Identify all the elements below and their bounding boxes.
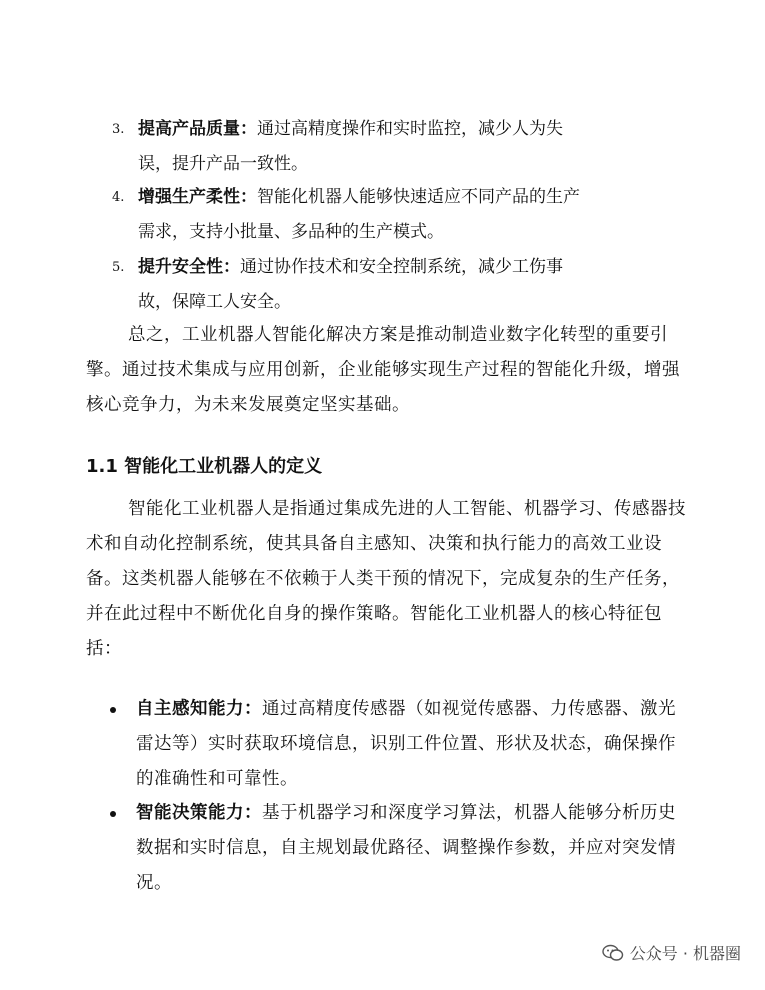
watermark-text: 公众号 · 机器圈 xyxy=(629,944,741,963)
bullet-dot xyxy=(110,707,116,713)
list-item-continuation: 误，提升产品一致性。 xyxy=(138,154,308,174)
list-item-5 xyxy=(112,250,672,320)
list-item-3 xyxy=(112,112,672,182)
watermark xyxy=(602,941,741,964)
bullet-text: 基于机器学习和深度学习算法，机器人能够分析历史数据和实时信息，自主规划最优路径、调整操作参数，并应对突发情况。 xyxy=(136,803,676,893)
list-item-bold: 提高产品质量： xyxy=(138,119,257,139)
bullet-bold: 智能决策能力： xyxy=(136,803,262,823)
list-item-text: 智能化机器人能够快速适应不同产品的生产 xyxy=(257,187,580,207)
bullet-text: 通过高精度传感器（如视觉传感器、力传感器、激光雷达等）实时获取环境信息，识别工件位置、形状及状态，确保操作的准确性和可靠性。 xyxy=(136,699,676,789)
bullet-dot xyxy=(110,811,116,817)
list-marker: 3. xyxy=(112,122,125,137)
list-item-4 xyxy=(112,180,672,250)
definition-paragraph: 智能化工业机器人是指通过集成先进的人工智能、机器学习、传感器技术和自动化控制系统，使其具备自主感知、决策和执行能力的高效工业设备。这类机器人能够在不依赖于人类干预的情况下，完成复杂的生产任务，并在此过程中不断优化自身的操作策略。智能化工业机器人的核心特征包括： xyxy=(86,499,686,659)
list-item-text: 通过高精度操作和实时监控，减少人为失 xyxy=(257,119,563,139)
list-marker: 5. xyxy=(112,260,125,275)
wechat-icon xyxy=(602,944,624,962)
list-item-bold: 提升安全性： xyxy=(138,257,240,277)
bullet-bold: 自主感知能力： xyxy=(136,699,262,719)
summary-paragraph: 总之，工业机器人智能化解决方案是推动制造业数字化转型的重要引擎。通过技术集成与应用创新，企业能够实现生产过程的智能化升级，增强核心竞争力，为未来发展奠定坚实基础。 xyxy=(86,325,680,415)
list-item-text: 通过协作技术和安全控制系统，减少工伤事 xyxy=(240,257,563,277)
section-heading: 1.1 智能化工业机器人的定义 xyxy=(86,456,323,477)
list-item-continuation: 故，保障工人安全。 xyxy=(138,292,291,312)
list-item-bold: 增强生产柔性： xyxy=(138,187,257,207)
bullet-item-decision xyxy=(110,796,690,901)
list-item-continuation: 需求，支持小批量、多品种的生产模式。 xyxy=(138,222,444,242)
bullet-item-perception xyxy=(110,692,690,797)
list-marker: 4. xyxy=(112,190,125,205)
